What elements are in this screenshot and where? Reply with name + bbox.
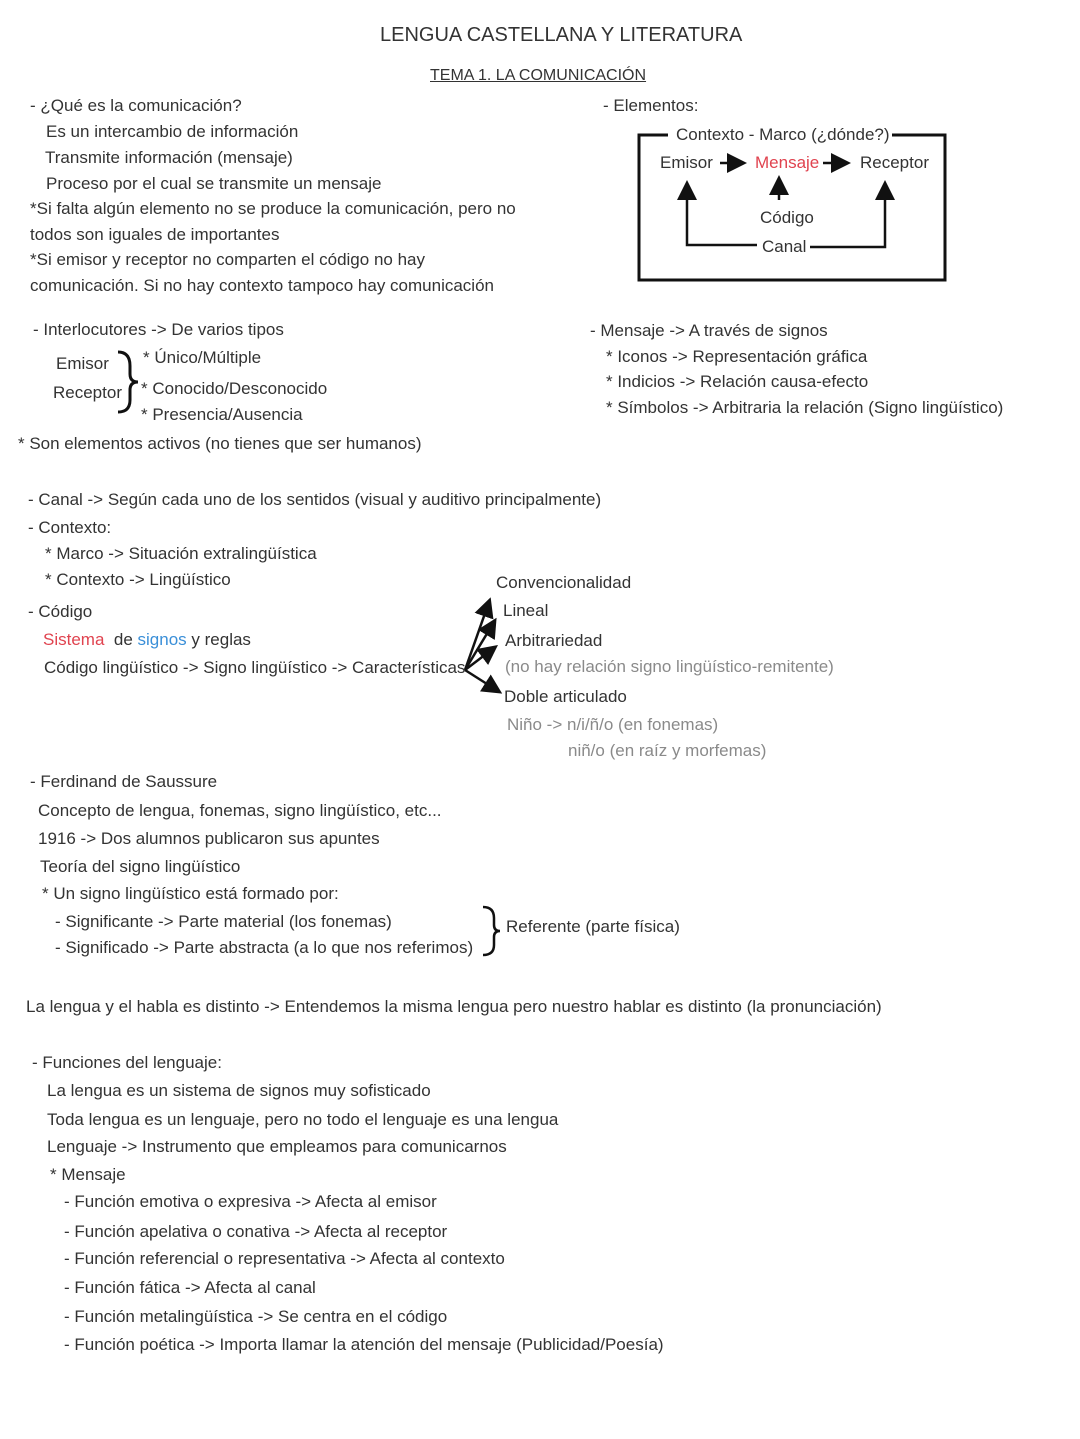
text-line: Proceso por el cual se transmite un mensaje bbox=[46, 174, 382, 193]
funcion-item: - Función emotiva o expresiva -> Afecta al emisor bbox=[64, 1192, 437, 1211]
text-line: Receptor bbox=[53, 383, 122, 402]
text-line: Referente (parte física) bbox=[506, 917, 680, 936]
section-heading: - ¿Qué es la comunicación? bbox=[30, 96, 242, 115]
note-gray: (no hay relación signo lingüístico-remitente) bbox=[505, 657, 834, 676]
word-sistema: Sistema bbox=[43, 630, 105, 649]
text-line: * Marco -> Situación extralingüística bbox=[45, 544, 317, 563]
section-heading: - Interlocutores -> De varios tipos bbox=[33, 320, 284, 339]
funcion-item: - Función fática -> Afecta al canal bbox=[64, 1278, 316, 1297]
diagram-canal: Canal bbox=[762, 237, 807, 256]
arrow-canal-receptor bbox=[810, 185, 885, 247]
text-line: 1916 -> Dos alumnos publicaron sus apuntes bbox=[38, 829, 380, 848]
word-y-reglas: y reglas bbox=[191, 630, 251, 649]
text-line: *Si emisor y receptor no comparten el código no hay bbox=[30, 250, 425, 269]
word-signos: signos bbox=[137, 630, 187, 649]
text-line: * Indicios -> Relación causa-efecto bbox=[606, 372, 869, 391]
text-line: * Iconos -> Representación gráfica bbox=[606, 347, 868, 366]
page-title: LENGUA CASTELLANA Y LITERATURA bbox=[380, 24, 743, 46]
text-line: Es un intercambio de información bbox=[46, 122, 299, 141]
caracteristica: Doble articulado bbox=[504, 687, 627, 706]
text-line: Lenguaje -> Instrumento que empleamos para comunicarnos bbox=[47, 1137, 507, 1156]
text-line: * Símbolos -> Arbitraria la relación (Signo lingüístico) bbox=[606, 398, 1004, 417]
text-line: - Significante -> Parte material (los fonemas) bbox=[55, 912, 392, 931]
diagram-receptor: Receptor bbox=[860, 153, 929, 172]
text-line: La lengua y el habla es distinto -> Entendemos la misma lengua pero nuestro hablar es distinto (la pronunciación) bbox=[26, 997, 882, 1016]
brace-referente bbox=[483, 907, 500, 955]
text-line: *Si falta algún elemento no se produce la comunicación, pero no bbox=[30, 199, 516, 218]
funcion-item: - Función referencial o representativa -> Afecta al contexto bbox=[64, 1249, 505, 1268]
diagram-codigo: Código bbox=[760, 208, 814, 227]
caracteristica: Convencionalidad bbox=[496, 573, 632, 592]
section-heading: - Código bbox=[28, 602, 93, 621]
section-heading: - Canal -> Según cada uno de los sentidos (visual y auditivo principalmente) bbox=[28, 490, 602, 509]
caracteristica: Lineal bbox=[503, 601, 549, 620]
text-line: * Mensaje bbox=[50, 1165, 126, 1184]
note-gray: Niño -> n/i/ñ/o (en fonemas) bbox=[507, 715, 719, 734]
arrow-canal-emisor bbox=[687, 185, 757, 245]
text-line bbox=[43, 629, 251, 651]
text-line: todos son iguales de importantes bbox=[30, 225, 280, 244]
text-line: Transmite información (mensaje) bbox=[45, 148, 293, 167]
funcion-item: - Función poética -> Importa llamar la atención del mensaje (Publicidad/Poesía) bbox=[64, 1335, 664, 1354]
text-line: Concepto de lengua, fonemas, signo lingüístico, etc... bbox=[38, 801, 442, 820]
text-line: La lengua es un sistema de signos muy sofisticado bbox=[47, 1081, 431, 1100]
text-line: * Un signo lingüístico está formado por: bbox=[42, 884, 339, 903]
arrow-doble bbox=[465, 670, 498, 691]
diagram-mensaje: Mensaje bbox=[755, 153, 820, 172]
text-line: * Conocido/Desconocido bbox=[141, 379, 328, 398]
section-heading: - Funciones del lenguaje: bbox=[32, 1053, 222, 1072]
text-line: Código lingüístico -> Signo lingüístico -> Características bbox=[44, 658, 466, 677]
funcion-item: - Función apelativa o conativa -> Afecta al receptor bbox=[64, 1222, 448, 1241]
text-line: Emisor bbox=[56, 354, 109, 373]
text-line: Toda lengua es un lenguaje, pero no todo el lenguaje es una lengua bbox=[47, 1110, 559, 1129]
word-de: de bbox=[113, 630, 133, 649]
diagram-emisor: Emisor bbox=[660, 153, 713, 172]
note-gray: niñ/o (en raíz y morfemas) bbox=[568, 741, 767, 760]
text-line: * Son elementos activos (no tienes que ser humanos) bbox=[18, 434, 422, 453]
text-line: comunicación. Si no hay contexto tampoco hay comunicación bbox=[30, 276, 494, 295]
text-line: * Contexto -> Lingüístico bbox=[45, 570, 231, 589]
text-line: * Presencia/Ausencia bbox=[141, 405, 303, 424]
section-heading: - Mensaje -> A través de signos bbox=[590, 321, 828, 340]
section-heading: - Elementos: bbox=[603, 96, 699, 115]
text-line: Teoría del signo lingüístico bbox=[40, 857, 241, 876]
page-subtitle: TEMA 1. LA COMUNICACIÓN bbox=[430, 67, 647, 84]
text-line: - Significado -> Parte abstracta (a lo que nos referimos) bbox=[55, 938, 474, 957]
text-line: * Único/Múltiple bbox=[143, 348, 262, 367]
diagram-contexto: Contexto - Marco (¿dónde?) bbox=[676, 125, 890, 144]
section-heading: - Ferdinand de Saussure bbox=[30, 772, 218, 791]
section-heading: - Contexto: bbox=[28, 518, 112, 537]
funcion-item: - Función metalingüística -> Se centra en el código bbox=[64, 1307, 448, 1326]
caracteristica: Arbitrariedad bbox=[505, 631, 603, 650]
